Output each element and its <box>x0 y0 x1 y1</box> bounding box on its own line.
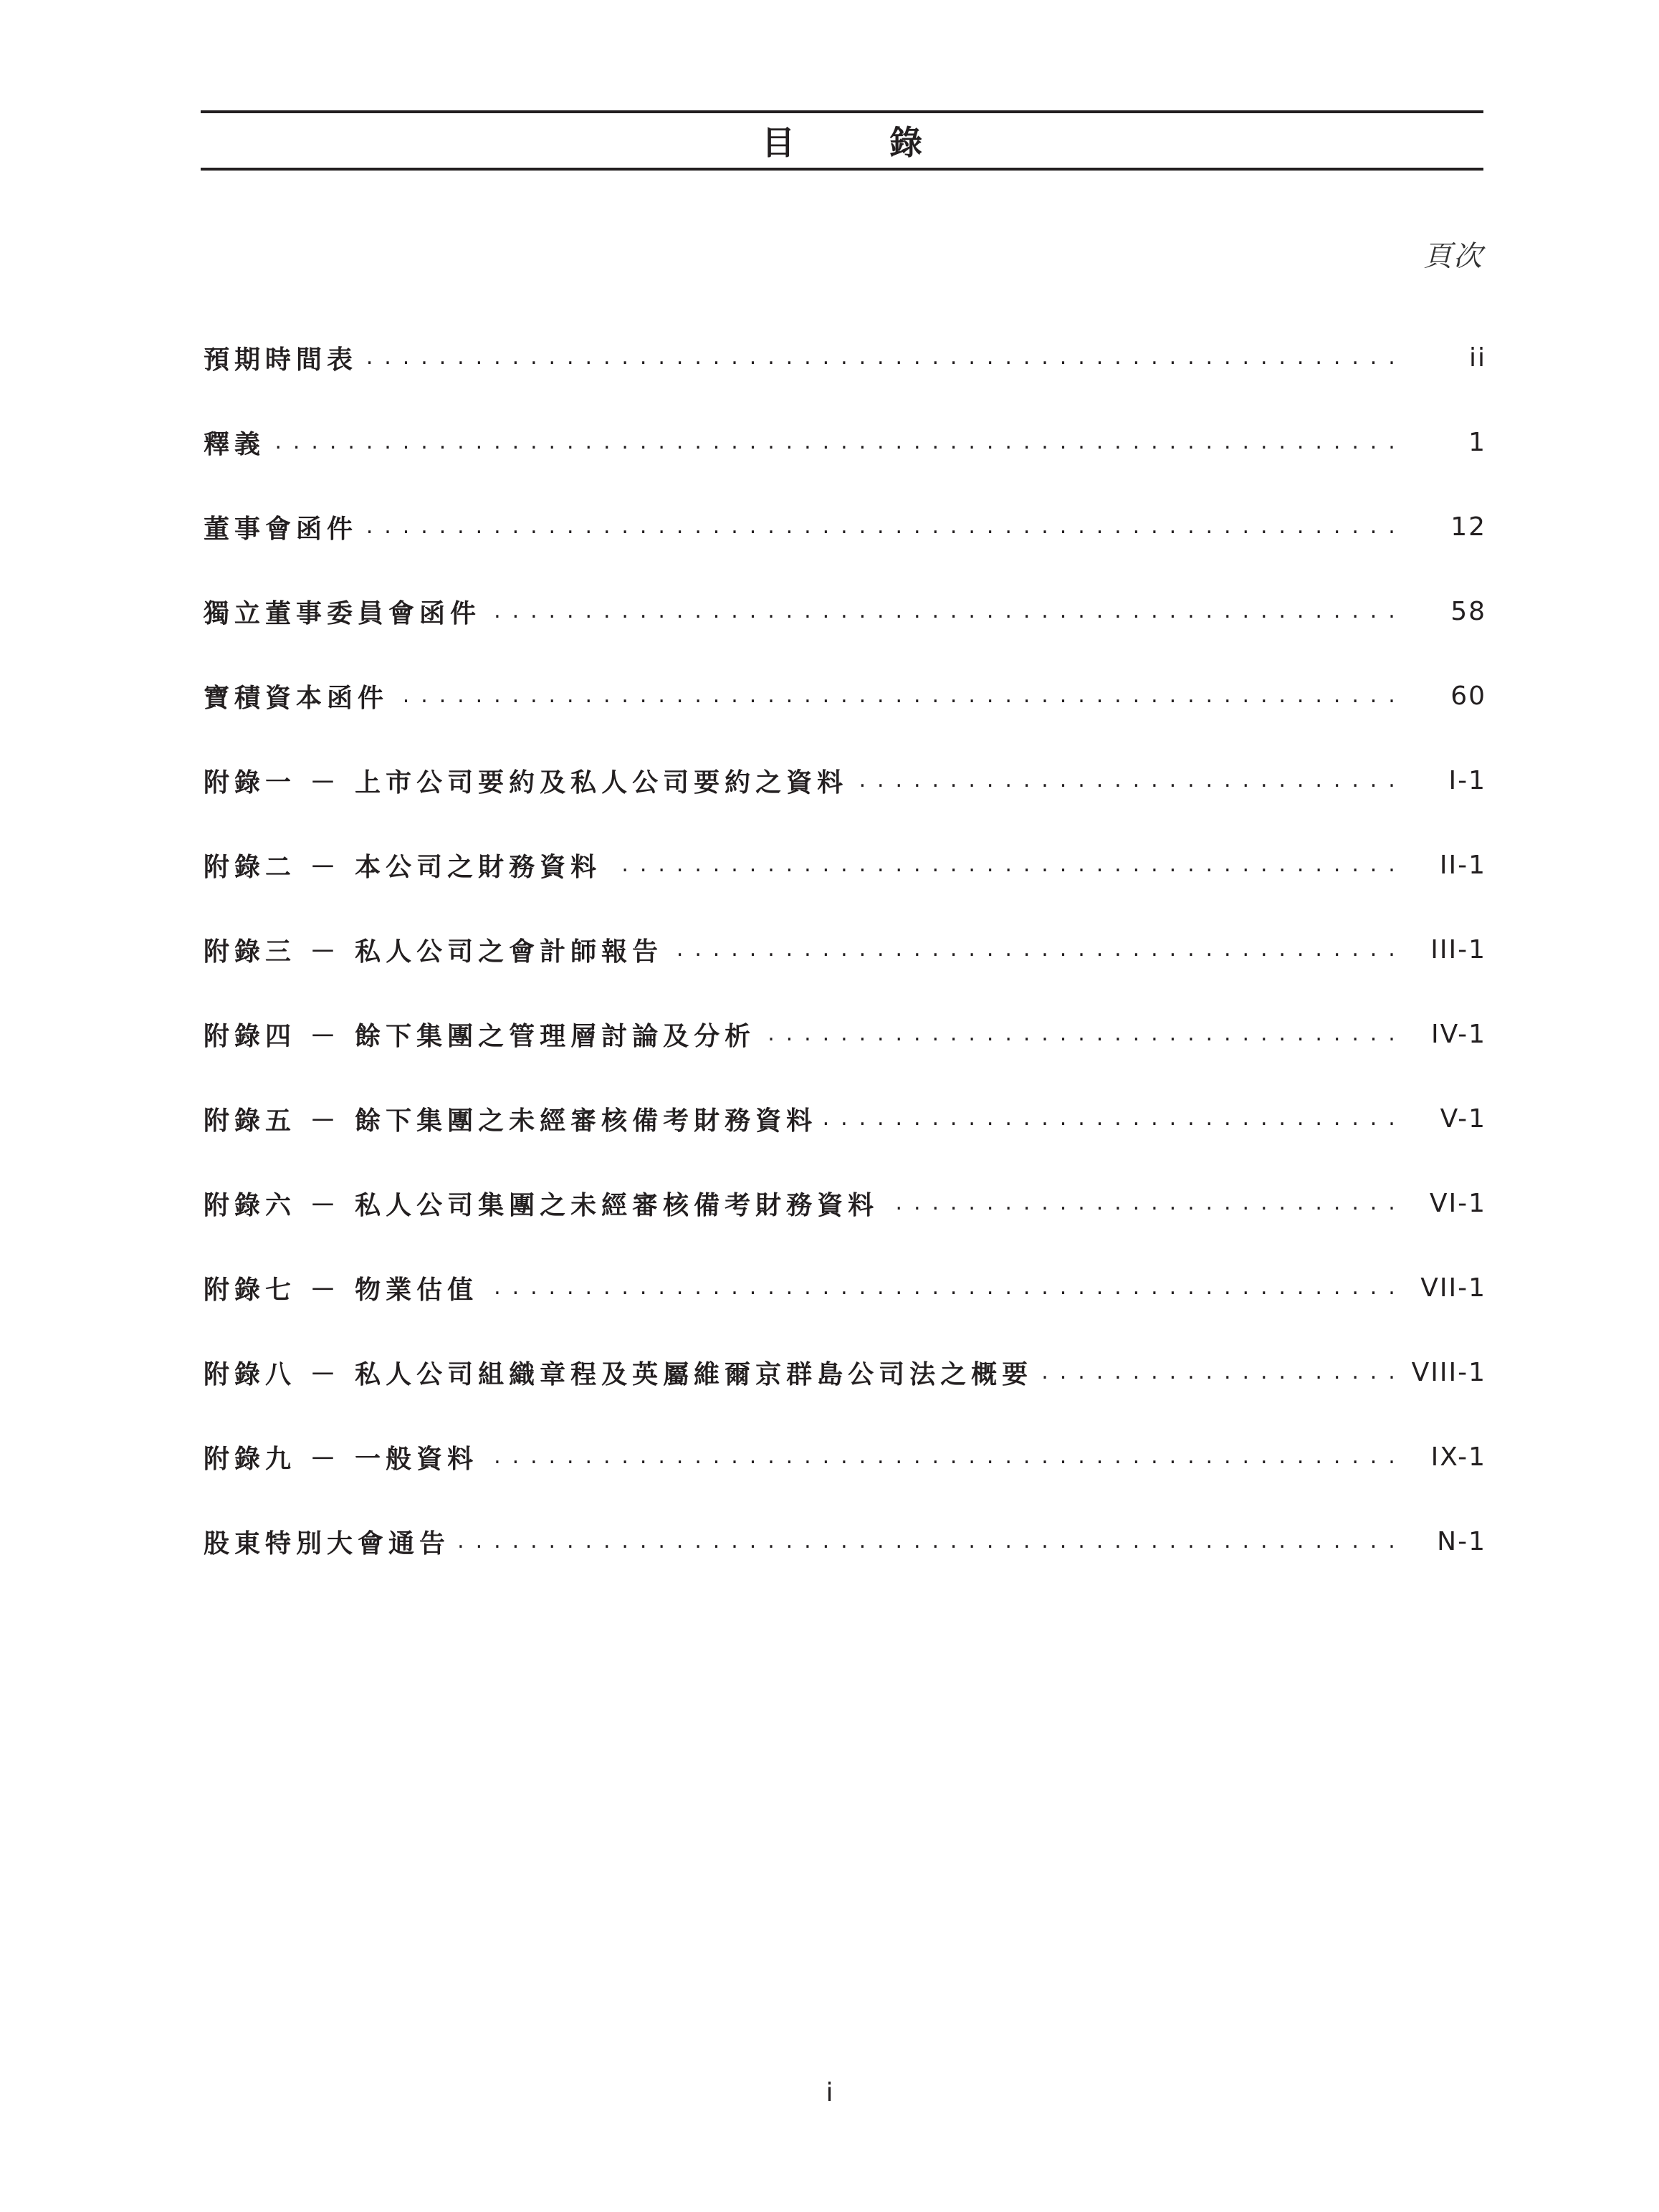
toc-entry-page: 12 <box>1450 512 1486 542</box>
toc-entry-label: 附錄六 － 私人公司集團之未經審核備考財務資料 <box>204 1190 879 1220</box>
dot-leader <box>485 1442 1397 1471</box>
toc-entry[interactable] <box>204 315 1486 400</box>
toc-entry-label: 附錄七 － 物業估值 <box>204 1275 479 1305</box>
footer-page-number: i <box>826 2078 833 2107</box>
dot-leader <box>762 1020 1397 1048</box>
toc-entry[interactable] <box>204 823 1486 907</box>
toc-entry-label: 董事會函件 <box>204 514 358 544</box>
toc-entry[interactable] <box>204 1414 1486 1499</box>
dot-leader <box>365 343 1397 372</box>
dot-leader <box>886 1189 1397 1217</box>
toc-entry-label: 附錄四 － 餘下集團之管理層討論及分析 <box>204 1021 756 1051</box>
toc-entry[interactable] <box>204 1245 1486 1330</box>
toc-entry-page: 58 <box>1450 596 1486 626</box>
dot-leader <box>485 1273 1397 1302</box>
toc-entry-label: 寶積資本函件 <box>204 683 389 713</box>
toc-entry[interactable] <box>204 569 1486 653</box>
toc-entry[interactable] <box>204 1161 1486 1245</box>
toc-entry-label: 股東特別大會通告 <box>204 1528 451 1559</box>
dot-leader <box>824 1104 1397 1133</box>
toc-entry-label: 附錄九 － 一般資料 <box>204 1444 479 1474</box>
toc-entry-page: 60 <box>1450 681 1486 711</box>
toc-entry-label: 附錄八 － 私人公司組織章程及英屬維爾京群島公司法之概要 <box>204 1359 1033 1389</box>
toc-entry-label: 附錄二 － 本公司之財務資料 <box>204 852 602 882</box>
dot-leader <box>1040 1358 1397 1387</box>
toc-entry[interactable] <box>204 400 1486 484</box>
toc-entry[interactable] <box>204 992 1486 1076</box>
toc-entry-page: VI-1 <box>1429 1188 1486 1218</box>
toc-entry-page: VIII-1 <box>1411 1357 1486 1387</box>
toc-entry-label: 附錄三 － 私人公司之會計師報告 <box>204 937 664 967</box>
table-of-contents <box>204 315 1486 1584</box>
toc-entry-page: IX-1 <box>1430 1442 1486 1472</box>
toc-entry-page: VII-1 <box>1420 1273 1486 1303</box>
title-bottom-rule <box>201 168 1483 171</box>
toc-entry[interactable] <box>204 738 1486 823</box>
toc-entry-page: V-1 <box>1440 1103 1486 1134</box>
dot-leader <box>365 512 1397 541</box>
toc-entry[interactable] <box>204 484 1486 569</box>
page-title: 目 錄 <box>761 123 964 162</box>
title-top-rule <box>201 110 1483 113</box>
dot-leader <box>272 428 1397 456</box>
page-column-heading: 頁次 <box>1423 240 1483 273</box>
dot-leader <box>457 1527 1397 1556</box>
dot-leader <box>608 851 1397 879</box>
toc-entry[interactable] <box>204 907 1486 992</box>
toc-entry-page: N-1 <box>1437 1526 1486 1556</box>
toc-entry-label: 釋義 <box>204 429 266 459</box>
toc-entry-label: 附錄一 － 上市公司要約及私人公司要約之資料 <box>204 767 848 798</box>
toc-entry[interactable] <box>204 1076 1486 1161</box>
toc-entry-label: 附錄五 － 餘下集團之未經審核備考財務資料 <box>204 1106 818 1136</box>
toc-entry-page: III-1 <box>1430 934 1486 964</box>
toc-entry-page: IV-1 <box>1430 1019 1486 1049</box>
dot-leader <box>670 935 1397 964</box>
dot-leader <box>396 681 1397 710</box>
dot-leader <box>488 597 1397 626</box>
toc-entry-label: 獨立董事委員會函件 <box>204 598 482 628</box>
dot-leader <box>855 766 1397 795</box>
toc-entry[interactable] <box>204 653 1486 738</box>
toc-entry[interactable] <box>204 1499 1486 1584</box>
toc-entry-page: ii <box>1468 343 1486 373</box>
toc-entry-page: I-1 <box>1448 765 1486 795</box>
toc-entry-label: 預期時間表 <box>204 345 358 375</box>
toc-entry-page: 1 <box>1468 427 1486 457</box>
toc-entry[interactable] <box>204 1330 1486 1414</box>
toc-entry-page: II-1 <box>1439 850 1486 880</box>
